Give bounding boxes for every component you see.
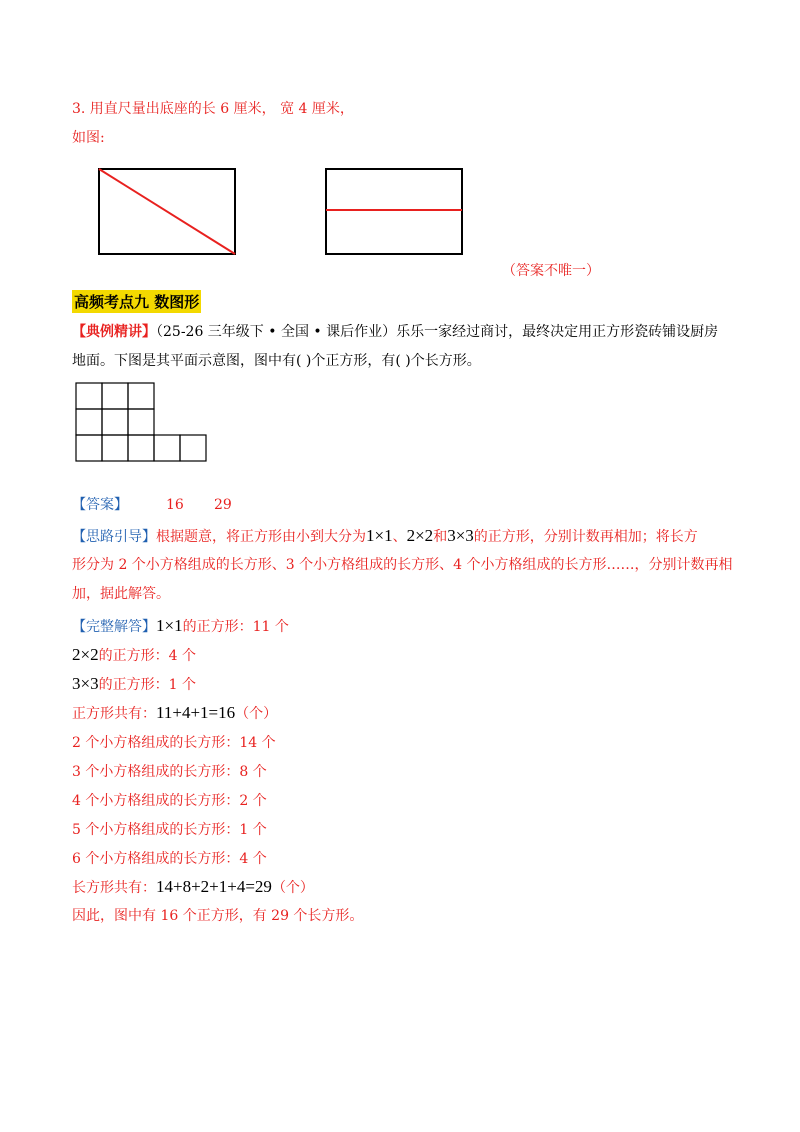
thinking-sep: 、 <box>392 529 407 545</box>
tile-grid-figure <box>75 382 209 464</box>
solution-text-3: 的正方形：1 个 <box>98 677 196 693</box>
example-source: （25-26 三年级下 • 全国 • 课后作业） <box>156 324 397 340</box>
solution-line6: 3 个小方格组成的长方形：8 个 <box>72 764 267 780</box>
math-3x3: 3×3 <box>447 526 474 545</box>
solution-line10 <box>72 877 314 898</box>
thinking-text-a: 根据题意，将正方形由小到大分为 <box>156 529 366 545</box>
example-line2: 地面。下图是其平面示意图，图中有( )个正方形，有( )个长方形。 <box>72 353 481 369</box>
thinking-line1 <box>72 526 698 547</box>
solution-line7: 4 个小方格组成的长方形：2 个 <box>72 793 267 809</box>
solution-math-2: 2×2 <box>72 645 99 664</box>
topic-heading: 高频考点九 数图形 <box>72 290 201 313</box>
answer-line <box>72 495 232 515</box>
thinking-and: 和 <box>433 529 448 545</box>
thinking-line2: 形分为 2 个小方格组成的长方形、3 个小方格组成的长方形、4 个小方格组成的长方形……，分别计数再相 <box>72 557 733 573</box>
solution-line9: 6 个小方格组成的长方形：4 个 <box>72 851 267 867</box>
solution-text-2: 的正方形：4 个 <box>98 648 196 664</box>
solution-unit-4: （个） <box>235 706 278 722</box>
answer-tag: 【答案】 <box>72 497 128 513</box>
solution-line5: 2 个小方格组成的长方形：14 个 <box>72 735 276 751</box>
answer-value-squares: 16 <box>166 497 184 513</box>
thinking-tag: 【思路引导】 <box>72 529 156 545</box>
diagonal-cut-line <box>99 169 235 254</box>
solution-line2 <box>72 645 196 666</box>
solution-text-1: 的正方形：11 个 <box>182 619 289 635</box>
rectangle-midline-figure <box>323 166 467 258</box>
solution-line4 <box>72 703 277 724</box>
solution-math-4: 11+4+1=16 <box>156 703 236 722</box>
thinking-text-b: 的正方形，分别计数再相加；将长方 <box>473 529 698 545</box>
answer-value-rectangles: 29 <box>214 497 232 513</box>
solution-line3 <box>72 674 196 695</box>
solution-tag: 【完整解答】 <box>72 619 156 635</box>
solution-text-10: 长方形共有： <box>72 880 156 896</box>
example-tag: 【典例精讲】 <box>72 324 156 340</box>
solution-math-3: 3×3 <box>72 674 99 693</box>
solution-text-4: 正方形共有： <box>72 706 156 722</box>
rectangle-diagonal-figure <box>96 166 240 258</box>
section3-line2: 如图: <box>72 130 105 146</box>
section3-line1: 3. 用直尺量出底座的长 6 厘米， 宽 4 厘米， <box>72 101 354 117</box>
answer-not-unique-note: （答案不唯一） <box>502 263 600 279</box>
solution-line8: 5 个小方格组成的长方形：1 个 <box>72 822 267 838</box>
math-1x1: 1×1 <box>366 526 393 545</box>
solution-math-1: 1×1 <box>156 616 183 635</box>
solution-unit-10: （个） <box>271 880 314 896</box>
math-2x2: 2×2 <box>406 526 434 545</box>
solution-line1 <box>72 616 289 637</box>
thinking-line3: 加，据此解答。 <box>72 586 170 602</box>
example-line1 <box>72 322 718 342</box>
solution-conclusion: 因此，图中有 16 个正方形，有 29 个长方形。 <box>72 908 364 924</box>
solution-math-10: 14+8+2+1+4=29 <box>156 877 272 896</box>
rectangle-outline <box>326 169 462 254</box>
example-text1: 乐乐一家经过商讨，最终决定用正方形瓷砖铺设厨房 <box>396 324 719 340</box>
